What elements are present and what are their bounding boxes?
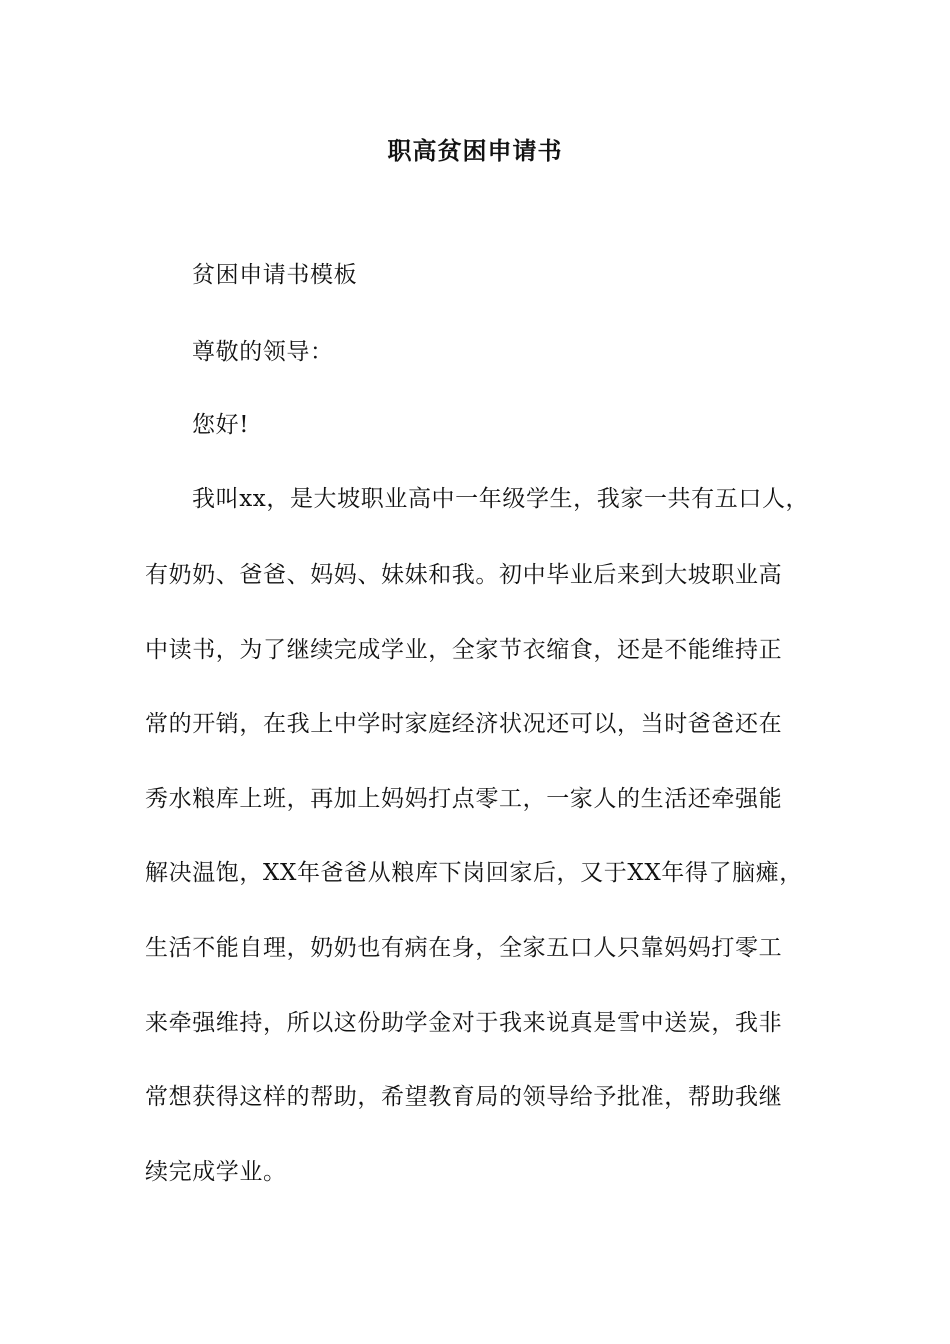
- body-line: 生活不能自理，奶奶也有病在身，全家五口人只靠妈妈打零工: [145, 935, 783, 961]
- body-line: 常的开销，在我上中学时家庭经济状况还可以，当时爸爸还在: [145, 711, 783, 737]
- body-line: 常想获得这样的帮助，希望教育局的领导给予批准，帮助我继: [145, 1084, 783, 1110]
- subtitle: 贫困申请书模板: [192, 262, 358, 288]
- salutation: 尊敬的领导：: [192, 339, 334, 365]
- body-line: 来牵强维持，所以这份助学金对于我来说真是雪中送炭，我非: [145, 1010, 783, 1036]
- body-line: 解决温饱，XX年爸爸从粮库下岗回家后，又于XX年得了脑瘫，: [145, 860, 803, 886]
- greeting: 您好!: [192, 412, 250, 438]
- body-line: 中读书，为了继续完成学业，全家节衣缩食，还是不能维持正: [145, 637, 783, 663]
- body-line: 续完成学业。: [145, 1159, 287, 1185]
- document-title: 职高贫困申请书: [387, 136, 563, 165]
- body-line: 我叫xx，是大坡职业高中一年级学生，我家一共有五口人，: [192, 486, 810, 512]
- body-line: 秀水粮库上班，再加上妈妈打点零工，一家人的生活还牵强能: [145, 786, 783, 812]
- body-line: 有奶奶、爸爸、妈妈、妹妹和我。初中毕业后来到大坡职业高: [145, 562, 783, 588]
